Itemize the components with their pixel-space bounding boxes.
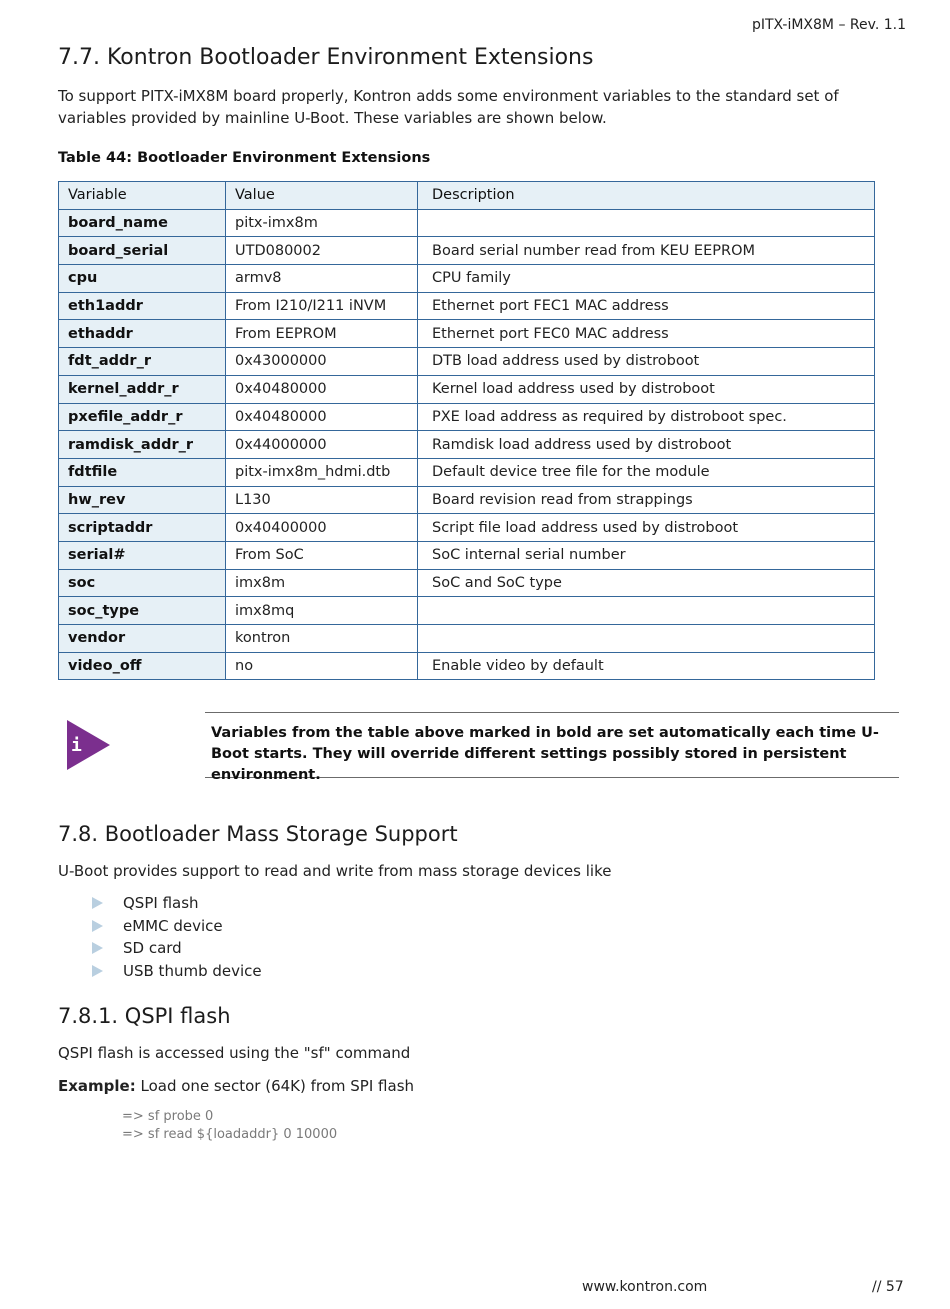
section-title-7-8: 7.8. Bootloader Mass Storage Support xyxy=(58,822,458,846)
table-row xyxy=(59,348,875,376)
environment-variables-table xyxy=(58,181,875,680)
cell-value: L130 xyxy=(226,486,418,514)
table-row xyxy=(59,625,875,653)
document-revision: pITX-iMX8M – Rev. 1.1 xyxy=(751,17,906,33)
cell-variable: hw_rev xyxy=(59,486,226,514)
cell-value: pitx-imx8m_hdmi.dtb xyxy=(226,458,418,486)
cell-value: armv8 xyxy=(226,265,418,293)
cell-value: no xyxy=(226,652,418,680)
cell-value: From EEPROM xyxy=(226,320,418,348)
svg-text:i: i xyxy=(71,735,82,756)
table-row xyxy=(59,292,875,320)
cell-description: Ramdisk load address used by distroboot xyxy=(418,431,875,459)
cell-variable: video_off xyxy=(59,652,226,680)
bullet-triangle-icon xyxy=(92,965,103,977)
note-text: Variables from the table above marked in bold are set automatically each time U-Boot starts. They will override different settings possibly stored in persistent environment. xyxy=(211,725,879,783)
storage-device-list xyxy=(92,892,262,982)
cell-variable: board_serial xyxy=(59,237,226,265)
cell-description xyxy=(418,209,875,237)
cell-value: pitx-imx8m xyxy=(226,209,418,237)
bullet-triangle-icon xyxy=(92,942,103,954)
cell-variable: ethaddr xyxy=(59,320,226,348)
cell-value: 0x40480000 xyxy=(226,375,418,403)
cell-variable: kernel_addr_r xyxy=(59,375,226,403)
example-text: Load one sector (64K) from SPI flash xyxy=(135,1077,415,1095)
cell-description: Ethernet port FEC0 MAC address xyxy=(418,320,875,348)
table-row xyxy=(59,237,875,265)
cell-value: From I210/I211 iNVM xyxy=(226,292,418,320)
cell-variable: soc_type xyxy=(59,597,226,625)
list-item: QSPI flash xyxy=(92,892,262,915)
section-intro-paragraph: To support PITX-iMX8M board properly, Kontron adds some environment variables to the standard set of variables provided by mainline U-Boot. These variables are shown below. xyxy=(58,87,839,127)
cell-value: kontron xyxy=(226,625,418,653)
table-row xyxy=(59,597,875,625)
cell-description: Default device tree file for the module xyxy=(418,458,875,486)
cell-description: Script file load address used by distroboot xyxy=(418,514,875,542)
header-variable: Variable xyxy=(59,182,226,210)
cell-value: 0x43000000 xyxy=(226,348,418,376)
info-icon xyxy=(66,719,112,775)
cell-description: Board serial number read from KEU EEPROM xyxy=(418,237,875,265)
code-line: => sf probe 0 xyxy=(122,1109,214,1124)
cell-variable: fdt_addr_r xyxy=(59,348,226,376)
table-row xyxy=(59,569,875,597)
cell-description: Ethernet port FEC1 MAC address xyxy=(418,292,875,320)
qspi-paragraph: QSPI flash is accessed using the "sf" command xyxy=(58,1044,411,1062)
cell-description: Board revision read from strappings xyxy=(418,486,875,514)
page-number: // 57 xyxy=(872,1279,904,1295)
code-block xyxy=(122,1108,337,1143)
cell-value: 0x44000000 xyxy=(226,431,418,459)
cell-value: imx8mq xyxy=(226,597,418,625)
table-row xyxy=(59,541,875,569)
table-row xyxy=(59,458,875,486)
cell-variable: vendor xyxy=(59,625,226,653)
cell-description: DTB load address used by distroboot xyxy=(418,348,875,376)
cell-variable: scriptaddr xyxy=(59,514,226,542)
cell-description: Kernel load address used by distroboot xyxy=(418,375,875,403)
table-row xyxy=(59,265,875,293)
code-line: => sf read ${loadaddr} 0 10000 xyxy=(122,1126,338,1142)
header-value: Value xyxy=(226,182,418,210)
bullet-triangle-icon xyxy=(92,920,103,932)
cell-value: imx8m xyxy=(226,569,418,597)
example-label: Example: xyxy=(58,1077,136,1095)
table-row xyxy=(59,514,875,542)
section-title-7-7: 7.7. Kontron Bootloader Environment Extensions xyxy=(58,45,594,70)
table-row xyxy=(59,652,875,680)
cell-variable: serial# xyxy=(59,541,226,569)
cell-variable: eth1addr xyxy=(59,292,226,320)
cell-description xyxy=(418,625,875,653)
cell-description: SoC internal serial number xyxy=(418,541,875,569)
list-item: eMMC device xyxy=(92,915,262,938)
table-row xyxy=(59,209,875,237)
footer-website: www.kontron.com xyxy=(582,1279,708,1295)
cell-variable: board_name xyxy=(59,209,226,237)
cell-variable: fdtfile xyxy=(59,458,226,486)
table-row xyxy=(59,320,875,348)
note-box xyxy=(205,712,899,783)
cell-value: From SoC xyxy=(226,541,418,569)
cell-description: PXE load address as required by distroboot spec. xyxy=(418,403,875,431)
mass-storage-intro: U-Boot provides support to read and write from mass storage devices like xyxy=(58,862,612,880)
cell-value: 0x40400000 xyxy=(226,514,418,542)
table-row xyxy=(59,375,875,403)
cell-description: CPU family xyxy=(418,265,875,293)
cell-variable: soc xyxy=(59,569,226,597)
table-caption: Table 44: Bootloader Environment Extensions xyxy=(58,150,431,166)
list-item: USB thumb device xyxy=(92,960,262,983)
cell-description: SoC and SoC type xyxy=(418,569,875,597)
cell-description: Enable video by default xyxy=(418,652,875,680)
cell-variable: ramdisk_addr_r xyxy=(59,431,226,459)
cell-variable: cpu xyxy=(59,265,226,293)
example-line xyxy=(58,1075,414,1097)
header-description: Description xyxy=(418,182,875,210)
list-item: SD card xyxy=(92,937,262,960)
table-header-row xyxy=(59,182,875,210)
section-title-7-8-1: 7.8.1. QSPI flash xyxy=(58,1004,231,1028)
bullet-triangle-icon xyxy=(92,897,103,909)
table-row xyxy=(59,431,875,459)
table-row xyxy=(59,403,875,431)
cell-description xyxy=(418,597,875,625)
table-row xyxy=(59,486,875,514)
cell-variable: pxefile_addr_r xyxy=(59,403,226,431)
table-body xyxy=(59,209,875,680)
cell-value: 0x40480000 xyxy=(226,403,418,431)
cell-value: UTD080002 xyxy=(226,237,418,265)
